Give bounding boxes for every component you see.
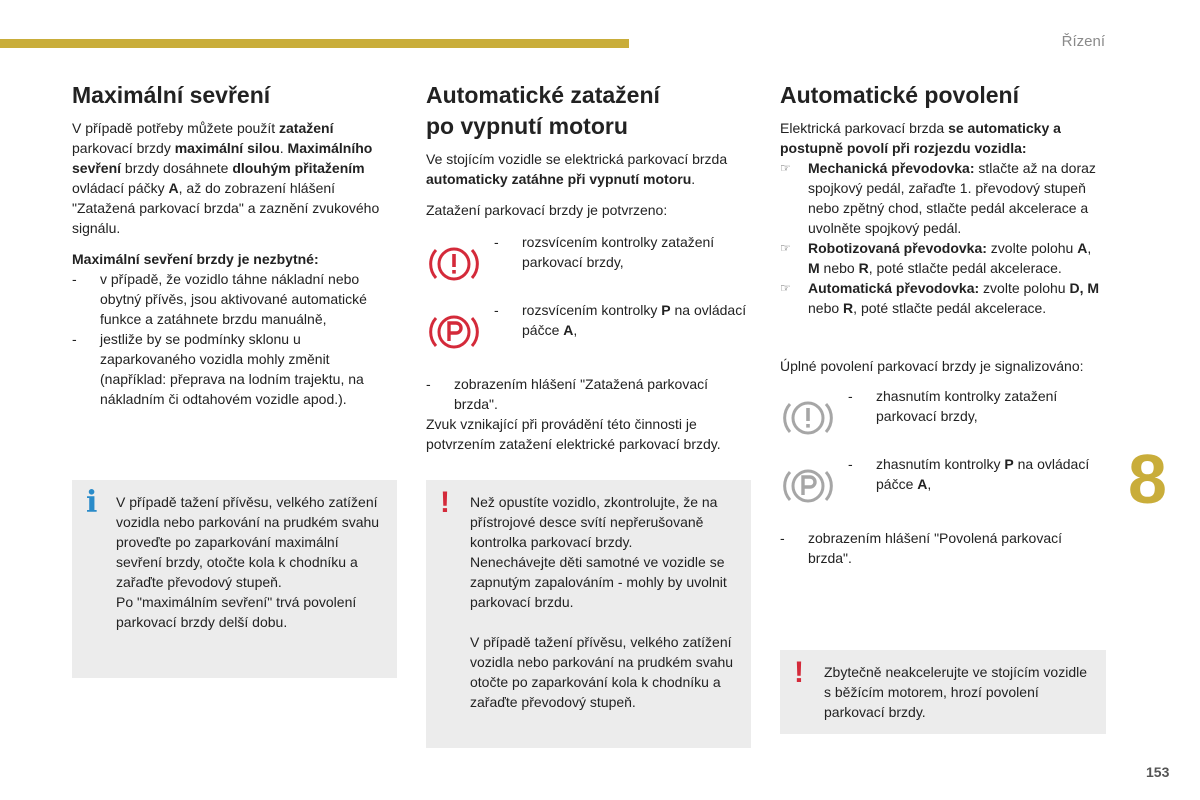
heading-automatic-apply: Automatické zatažení po vypnutí motoru	[426, 82, 660, 139]
info-icon: i	[86, 485, 98, 520]
parking-p-lit-icon	[426, 308, 494, 358]
pointing-hand-icon: ☞	[780, 241, 791, 255]
warning-box	[426, 480, 751, 748]
paragraph-apply-intro: Ve stojícím vozidle se elektrická parkovací brzda automaticky zatáhne při vypnutí motoru.	[426, 151, 728, 187]
warning-text: Než opustíte vozidlo, zkontrolujte, že na přístrojové desce svítí nepřerušovaně kontrolka parkovací brzdy.	[470, 494, 718, 550]
warning-text: V případě tažení přívěsu, velkého zatížení vozidla nebo parkování na prudkém svahu otočte po zaparkování kola k chodníku a zařaďte převodový stupeň.	[470, 634, 734, 710]
header-accent-bar	[0, 39, 629, 48]
warning-exclamation-icon: !	[440, 486, 450, 519]
chapter-number: 8	[1128, 440, 1167, 518]
list-item: ☞ Mechanická převodovka: stlačte až na doraz spojkový pedál, zařaďte 1. převodový stupeň nebo zpětný chod, stlačte pedál akcelerace a uvolněte spojkový pedál.	[780, 160, 1096, 236]
paragraph-release-intro: Elektrická parkovací brzda se automaticky a postupně povolí při rozjezdu vozidla:	[780, 120, 1061, 156]
column-automatic-apply	[426, 80, 752, 454]
subheading-needed: Maximální sevření brzdy je nezbytné:	[72, 251, 319, 267]
list-item: - zobrazením hlášení "Zatažená parkovací brzda".	[426, 376, 708, 412]
page-number: 153	[1146, 764, 1170, 780]
column-automatic-release	[780, 80, 1106, 568]
warning-text: Nenechávejte děti samotné ve vozidle se zapnutým zapalováním - mohly by uvolnit parkovací brzdu.	[470, 554, 727, 610]
info-text: V případě tažení přívěsu, velkého zatížení vozidla nebo parkování na prudkém svahu proveďte po zaparkování maximální sevření brzdy, otočte kola k chodníku a zařaďte převodový stupeň.	[116, 494, 380, 590]
pointing-hand-icon: ☞	[780, 161, 791, 175]
list-item: ☞ Automatická převodovka: zvolte polohu D, M nebo R, poté stlačte pedál akcelerace.	[780, 280, 1100, 316]
warning-box	[780, 650, 1106, 734]
indicator-row: - zhasnutím kontrolky zatažení parkovací brzdy,	[780, 386, 1106, 444]
paragraph-confirm: Zatažení parkovací brzdy je potvrzeno:	[426, 202, 668, 218]
indicator-row: - rozsvícením kontrolky P na ovládací páčce A,	[426, 300, 752, 358]
warning-exclamation-icon: !	[794, 656, 804, 689]
section-title: Řízení	[1061, 33, 1105, 50]
list-item: - jestliže by se podmínky sklonu u zaparkovaného vozidla mohly změnit (například: přeprava na lodním trajektu, na nákladním či odtahovém vozidle apod.).	[72, 331, 364, 407]
column-maximum-clamp	[72, 80, 398, 409]
info-text-2: Po "maximálním sevření" trvá povolení parkovací brzdy delší dobu.	[116, 594, 357, 630]
paragraph-full-release: Úplné povolení parkovací brzdy je signalizováno:	[780, 358, 1084, 374]
indicator-row: - zhasnutím kontrolky P na ovládací páčce A,	[780, 454, 1106, 512]
list-item: - zobrazením hlášení "Povolená parkovací brzda".	[780, 530, 1063, 566]
list-item: ☞ Robotizovaná převodovka: zvolte polohu A, M nebo R, poté stlačte pedál akcelerace.	[780, 240, 1092, 276]
heading-automatic-release: Automatické povolení	[780, 82, 1019, 108]
paragraph-maximum-intro: V případě potřeby můžete použít zatažení parkovací brzdy maximální silou. Maximálního sevření brzdy dosáhnete dlouhým přitažením ovládací páčky A, až do zobrazení hlášení "Zatažená parkovací brzda" a zaznění zvukového signálu.	[72, 120, 380, 236]
warning-text: Zbytečně neakcelerujte ve stojícím vozidle s běžícím motorem, hrozí povolení parkovací brzdy.	[824, 664, 1088, 720]
brake-warning-lit-icon	[426, 240, 494, 290]
paragraph-sound-note: Zvuk vznikající při provádění této činnosti je potvrzením zatažení elektrické parkovací brzdy.	[426, 416, 721, 452]
info-box	[72, 480, 397, 678]
list-item: - v případě, že vozidlo táhne nákladní nebo obytný přívěs, jsou aktivované automatické funkce a zatáhnete brzdu manuálně,	[72, 271, 367, 327]
parking-p-off-icon	[780, 462, 848, 512]
indicator-row: - rozsvícením kontrolky zatažení parkovací brzdy,	[426, 232, 752, 290]
pointing-hand-icon: ☞	[780, 281, 791, 295]
heading-maximum-clamp: Maximální sevření	[72, 82, 271, 108]
brake-warning-off-icon	[780, 394, 848, 444]
